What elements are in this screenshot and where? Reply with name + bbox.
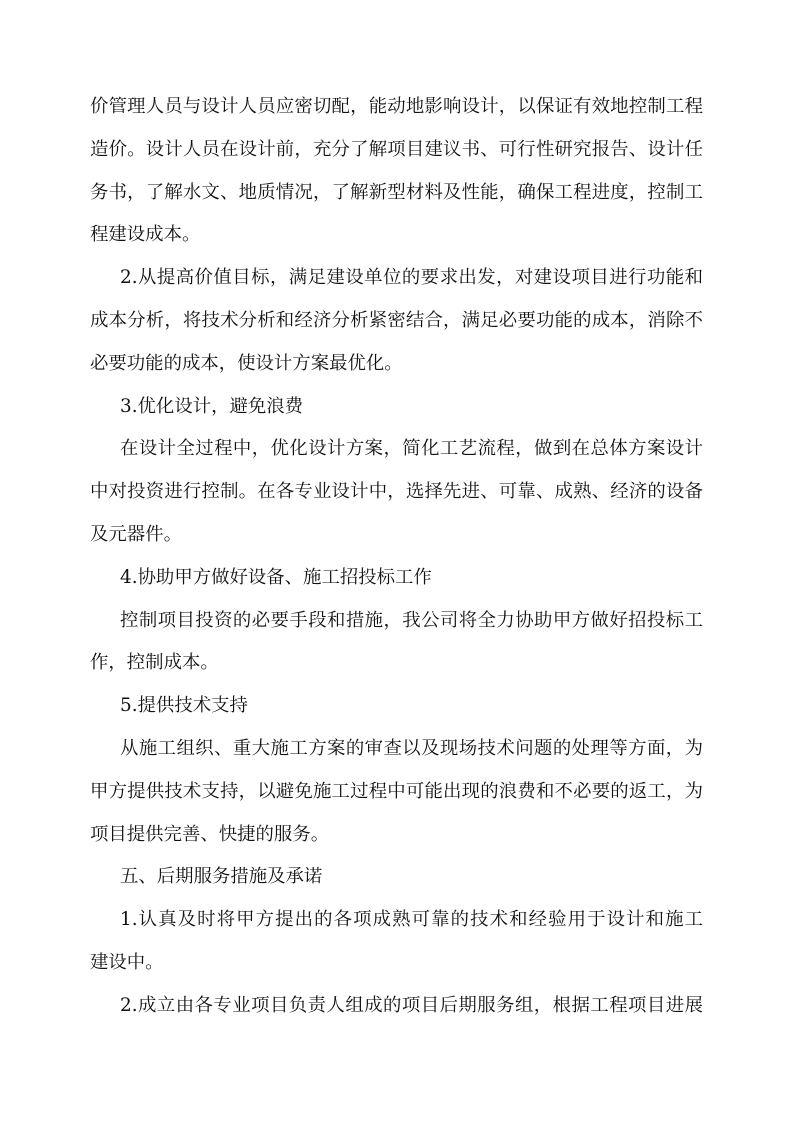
text-line: 价管理人员与设计人员应密切配，能动地影响设计，以保证有效地控制工程 bbox=[90, 96, 703, 117]
text-line: 控制项目投资的必要手段和措施，我公司将全力协助甲方做好招投标工 bbox=[120, 609, 703, 631]
text-line: 必要功能的成本，使设计方案最优化。 bbox=[90, 352, 403, 374]
text-line: 1.认真及时将甲方提出的各项成熟可靠的技术和经验用于设计和施工 bbox=[120, 909, 703, 931]
paragraph bbox=[90, 685, 703, 728]
text-line: 5.提供技术支持 bbox=[120, 695, 248, 717]
paragraph bbox=[90, 985, 703, 1028]
paragraph bbox=[90, 386, 703, 429]
text-line: 3.优化设计，避免浪费 bbox=[120, 395, 304, 417]
paragraph bbox=[90, 856, 703, 899]
text-line: 程建设成本。 bbox=[90, 224, 201, 246]
paragraph bbox=[90, 728, 703, 856]
text-line: 建设中。 bbox=[90, 951, 164, 973]
paragraph bbox=[90, 86, 703, 257]
text-line: 成本分析，将技术分析和经济分析紧密结合，满足必要功能的成本，消除不 bbox=[90, 309, 703, 331]
text-line: 4.协助甲方做好设备、施工招投标工作 bbox=[120, 566, 432, 588]
text-line: 作，控制成本。 bbox=[90, 652, 219, 674]
text-line: 务书，了解水文、地质情况，了解新型材料及性能，确保工程进度，控制工 bbox=[90, 181, 703, 203]
text-line: 2.从提高价值目标，满足建设单位的要求出发，对建设项目进行功能和 bbox=[120, 267, 703, 289]
text-line: 造价。设计人员在设计前，充分了解项目建议书、可行性研究报告、设计任 bbox=[90, 138, 703, 160]
text-line: 项目提供完善、快捷的服务。 bbox=[90, 823, 330, 845]
paragraph bbox=[90, 257, 703, 385]
text-line: 中对投资进行控制。在各专业设计中，选择先进、可靠、成熟、经济的设备 bbox=[90, 481, 703, 503]
text-line: 2.成立由各专业项目负责人组成的项目后期服务组，根据工程项目进展 bbox=[120, 994, 703, 1016]
text-line: 五、后期服务措施及承诺 bbox=[120, 866, 323, 888]
paragraph bbox=[90, 428, 703, 556]
paragraph bbox=[90, 557, 703, 600]
paragraph bbox=[90, 899, 703, 985]
text-line: 及元器件。 bbox=[90, 523, 182, 545]
text-line: 在设计全过程中，优化设计方案，简化工艺流程，做到在总体方案设计 bbox=[120, 438, 703, 460]
text-line: 甲方提供技术支持，以避免施工过程中可能出现的浪费和不必要的返工，为 bbox=[90, 780, 703, 802]
text-line: 从施工组织、重大施工方案的审查以及现场技术问题的处理等方面，为 bbox=[120, 737, 703, 759]
paragraph bbox=[90, 600, 703, 686]
document-page bbox=[90, 86, 703, 1028]
